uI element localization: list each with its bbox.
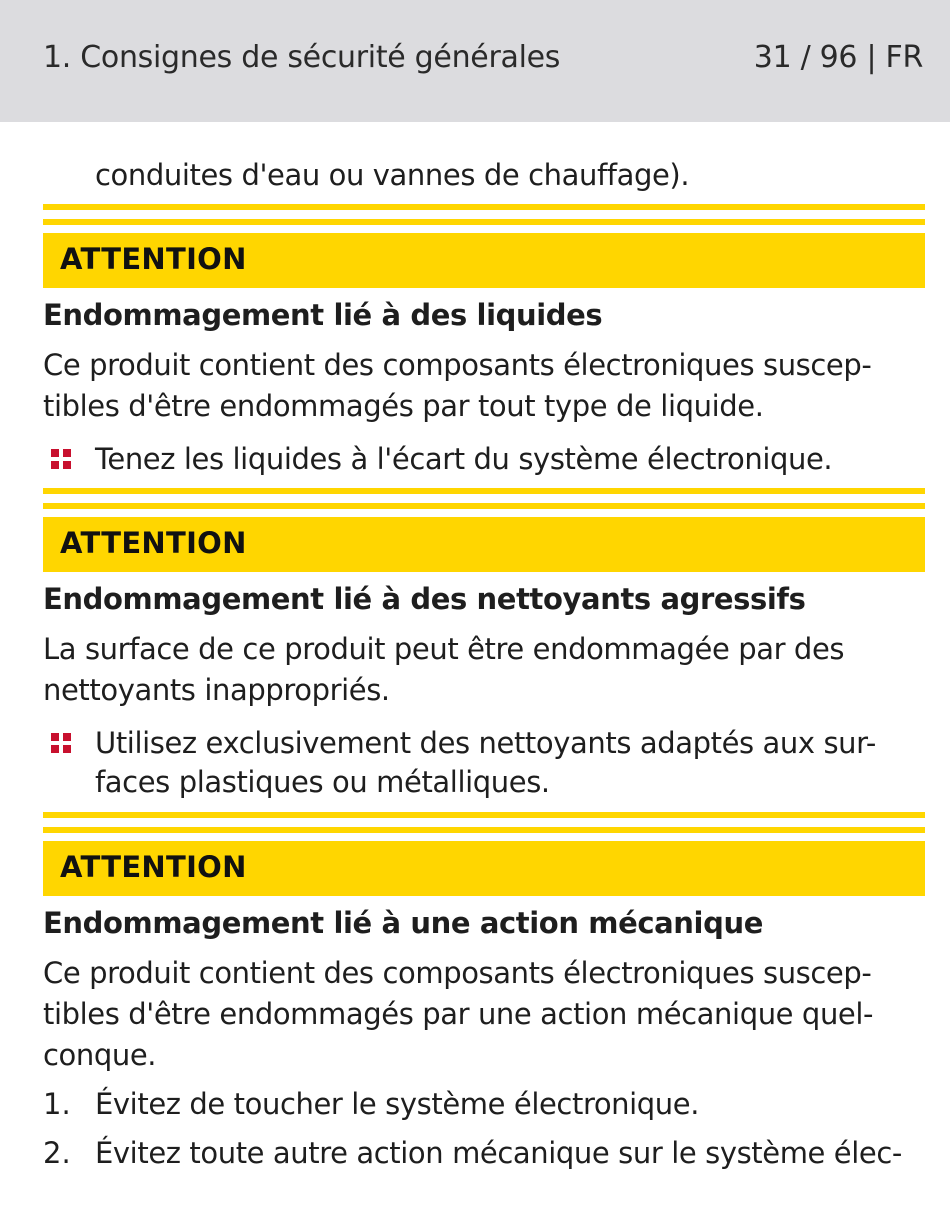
page-indicator: 31 / 96 | FR <box>753 40 923 75</box>
notice-rule <box>43 219 925 225</box>
attention-banner <box>43 841 925 896</box>
step-number: 1. <box>43 1087 71 1121</box>
square-bullet-icon <box>51 449 71 469</box>
attention-banner <box>43 233 925 288</box>
step-number: 2. <box>43 1136 71 1170</box>
notice-heading: Endommagement lié à une action mécanique <box>43 906 763 940</box>
section-title: 1. Consignes de sécurité générales <box>43 40 561 75</box>
attention-label: ATTENTION <box>60 850 247 884</box>
notice-rule <box>43 204 925 210</box>
bullet-text: Tenez les liquides à l'écart du système électronique. <box>95 442 833 476</box>
notice-heading: Endommagement lié à des nettoyants agressifs <box>43 582 806 616</box>
notice-heading: Endommagement lié à des liquides <box>43 298 603 332</box>
notice-body-line: tibles d'être endommagés par une action mécanique quel- <box>43 997 874 1031</box>
notice-body-line: Ce produit contient des composants électroniques suscep- <box>43 348 872 382</box>
bullet-text: faces plastiques ou métalliques. <box>95 765 550 799</box>
continued-text: conduites d'eau ou vannes de chauffage). <box>95 158 690 192</box>
attention-label: ATTENTION <box>60 526 247 560</box>
attention-label: ATTENTION <box>60 242 247 276</box>
page-header <box>0 0 950 122</box>
notice-rule <box>43 812 925 818</box>
notice-body-line: La surface de ce produit peut être endommagée par des <box>43 632 845 666</box>
step-text: Évitez de toucher le système électronique. <box>95 1087 700 1121</box>
notice-body-line: conque. <box>43 1038 157 1072</box>
notice-rule <box>43 503 925 509</box>
notice-body-line: tibles d'être endommagés par tout type de liquide. <box>43 389 764 423</box>
step-text: Évitez toute autre action mécanique sur le système élec- <box>95 1136 902 1170</box>
bullet-text: Utilisez exclusivement des nettoyants adaptés aux sur- <box>95 726 876 760</box>
notice-rule <box>43 827 925 833</box>
attention-banner <box>43 517 925 572</box>
notice-body-line: nettoyants inappropriés. <box>43 673 390 707</box>
notice-rule <box>43 488 925 494</box>
notice-body-line: Ce produit contient des composants électroniques suscep- <box>43 956 872 990</box>
square-bullet-icon <box>51 733 71 753</box>
